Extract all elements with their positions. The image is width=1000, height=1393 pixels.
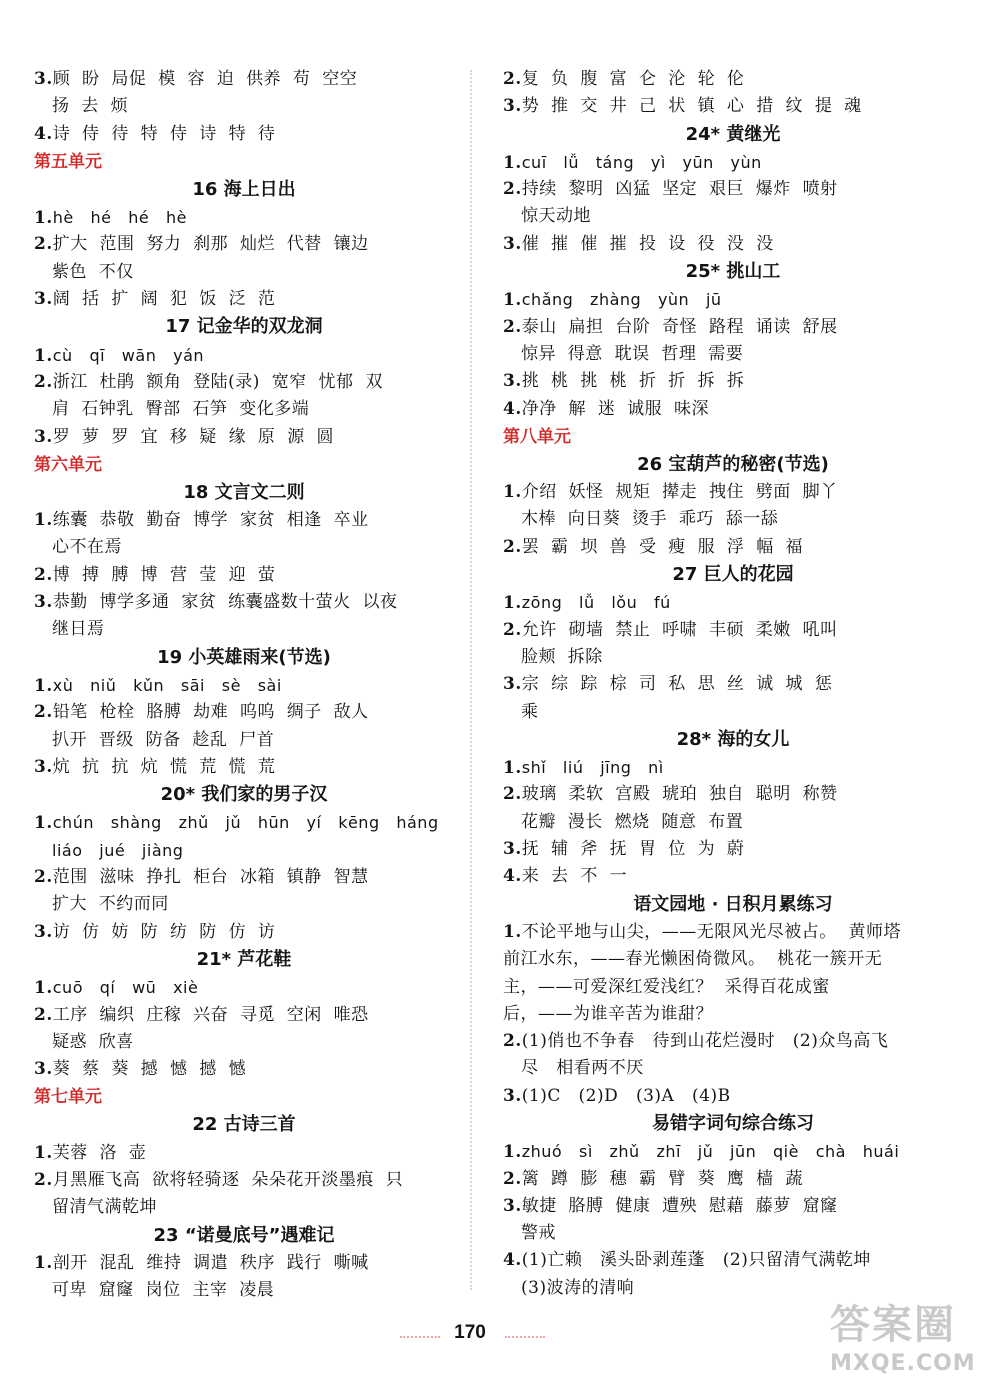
answer-line [34, 121, 454, 148]
answer-line [503, 286, 963, 313]
question-number: 3. [34, 756, 53, 777]
question-number: 2. [503, 536, 522, 557]
question-number: 3. [503, 839, 522, 860]
answer-continuation: 继日焉 [52, 619, 105, 640]
question-number: 3. [34, 289, 53, 310]
answer-line [503, 534, 963, 561]
question-number: 1. [503, 290, 522, 311]
question-number: 3. [34, 1059, 53, 1080]
question-number: 3. [34, 69, 53, 89]
answer-text: 罢 霸 坝 兽 受 瘦 服 浮 幅 福 [521, 536, 804, 557]
answer-continuation: 花瓣 漫长 燃烧 随意 布置 [521, 811, 744, 832]
question-number: 4. [34, 123, 53, 144]
page-number-decoration-right [505, 1336, 545, 1338]
question-number: 2. [503, 69, 522, 89]
lesson-title: 18 文言文二则 [183, 481, 305, 503]
answer-text: zhuó sì zhǔ zhī jǔ jūn qiè chà huái [521, 1142, 900, 1162]
unit-heading: 第五单元 [34, 151, 102, 172]
answer-line [34, 66, 454, 93]
answer-line [34, 507, 454, 534]
question-number: 4. [503, 398, 522, 419]
question-number: 4. [503, 1250, 522, 1271]
answer-continuation: 可卑 窟窿 岗位 主宰 凌晨 [52, 1280, 275, 1301]
answer-continuation: 肩 石钟乳 臀部 石笋 变化多端 [52, 399, 310, 420]
answer-text: zōng lǚ lǒu fú [521, 593, 671, 613]
answer-continuation: liáo jué jiàng [52, 840, 184, 860]
answer-text: 不论平地与山尖，——无限风光尽被占。 黄师塔 [521, 921, 902, 942]
answer-line [34, 589, 454, 616]
answer-text: 阔 括 扩 阔 犯 饭 泛 范 [52, 289, 276, 310]
answer-text: 芙蓉 洛 壶 [52, 1142, 147, 1163]
answer-text: 剖开 混乱 维持 调遣 秩序 践行 嘶喊 [52, 1252, 369, 1273]
question-number: 2. [34, 564, 53, 585]
answer-continuation: 乘 [521, 701, 539, 722]
lesson-title: 23 “诺曼底号”遇难记 [153, 1224, 335, 1246]
question-number: 3. [503, 1085, 522, 1106]
question-number: 2. [34, 234, 53, 255]
answer-line [34, 1140, 454, 1167]
answer-text: 泰山 扁担 台阶 奇怪 路程 诵读 舒展 [521, 316, 838, 337]
answer-line [503, 1193, 963, 1220]
watermark-url: MXQE.COM [830, 1351, 976, 1376]
answer-continuation: 尽 相看两不厌 [521, 1058, 644, 1079]
answer-line [34, 919, 454, 946]
watermark-text: 答案圈 [830, 1302, 956, 1348]
answer-continuation: 扬 去 烦 [52, 96, 129, 117]
lesson-title: 19 小英雄雨来(节选) [157, 646, 331, 668]
question-number: 3. [503, 96, 522, 117]
answer-text: 敏捷 胳膊 健康 遭殃 慰藉 藤萝 窟窿 [521, 1195, 838, 1216]
answer-line [503, 781, 963, 808]
answer-text: (1)C (2)D (3)A (4)B [521, 1085, 731, 1106]
answer-text: 罗 萝 罗 宜 移 疑 缘 原 源 圆 [52, 426, 335, 447]
unit-heading: 第六单元 [34, 454, 102, 475]
lesson-title: 20* 我们家的男子汉 [160, 784, 328, 806]
question-number: 2. [503, 179, 522, 200]
lesson-title: 28* 海的女儿 [676, 728, 790, 750]
answer-text: 介绍 妖怪 规矩 撵走 拽住 劈面 脚丫 [521, 482, 838, 503]
answer-line [34, 754, 454, 781]
question-number: 1. [34, 1252, 53, 1273]
answer-continuation: 惊天动地 [521, 206, 591, 227]
question-number: 2. [503, 784, 522, 805]
question-number: 4. [503, 866, 522, 887]
page-number: 170 [454, 1322, 486, 1343]
answer-text: 练囊 恭敬 勤奋 博学 家贫 相逢 卒业 [52, 510, 369, 531]
answer-continuation: 后，——为谁辛苦为谁甜？ [503, 1003, 713, 1024]
answer-continuation: 主，——可爱深红爱浅红？ 采得百花成蜜 [503, 976, 830, 997]
answer-line [503, 617, 963, 644]
answer-text: 炕 抗 抗 炕 慌 荒 慌 荒 [52, 756, 276, 777]
question-number: 2. [34, 1004, 53, 1025]
answer-text: 玻璃 柔软 宫殿 琥珀 独自 聪明 称赞 [521, 784, 838, 805]
question-number: 1. [34, 510, 53, 531]
answer-text: chǎng zhàng yùn jū [521, 290, 722, 310]
question-number: 3. [503, 233, 522, 254]
answer-text: cù qī wān yán [52, 345, 205, 365]
answer-text: 宗 综 踪 棕 司 私 思 丝 诚 城 惩 [521, 674, 833, 695]
question-number: 2. [34, 371, 53, 392]
question-number: 3. [34, 592, 53, 613]
lesson-title: 24* 黄继光 [685, 123, 781, 145]
answer-line [503, 66, 963, 93]
answer-line [503, 671, 963, 698]
answer-text: (1)亡赖 溪头卧剥莲蓬 (2)只留清气满乾坤 [521, 1250, 871, 1271]
answer-line [503, 754, 963, 781]
question-number: 1. [503, 152, 522, 173]
question-number: 2. [34, 1169, 53, 1190]
answer-line [503, 1247, 963, 1274]
answer-text: cuō qí wū xiè [52, 978, 199, 998]
question-number: 2. [34, 702, 53, 723]
lesson-title: 语文园地 · 日积月累练习 [633, 893, 833, 915]
answer-text: 博 搏 膊 博 营 莹 迎 萤 [52, 564, 276, 585]
left-answer-column [34, 66, 454, 1304]
answer-line [34, 562, 454, 589]
answer-line [34, 699, 454, 726]
answer-line [503, 1083, 963, 1110]
answer-text: 访 仿 妨 防 纺 防 仿 访 [52, 921, 276, 942]
answer-continuation: 木棒 向日葵 烫手 乖巧 舔一舔 [521, 509, 779, 530]
question-number: 1. [503, 921, 522, 942]
lesson-title: 17 记金华的双龙洞 [165, 316, 323, 338]
answer-line [503, 149, 963, 176]
answer-line [34, 1056, 454, 1083]
answer-line [34, 1167, 454, 1194]
answer-line [34, 672, 454, 699]
answer-text: 抚 辅 斧 抚 胃 位 为 蔚 [521, 839, 745, 860]
answer-text: 篱 蹲 膨 穗 霸 臂 葵 鹰 樯 蔬 [521, 1168, 804, 1189]
question-number: 2. [503, 619, 522, 640]
question-number: 3. [503, 674, 522, 695]
answer-text: 催 摧 催 摧 投 设 役 没 没 [521, 233, 774, 254]
lesson-title: 22 古诗三首 [192, 1114, 296, 1136]
question-number: 3. [503, 371, 522, 392]
answer-line [34, 424, 454, 451]
answer-text: 复 负 腹 富 仑 沦 轮 伦 [521, 69, 745, 89]
answer-line [503, 176, 963, 203]
answer-line [503, 1166, 963, 1193]
watermark-logo [830, 1300, 990, 1390]
lesson-title: 26 宝葫芦的秘密(节选) [637, 453, 829, 475]
answer-text: 势 推 交 井 己 状 镇 心 措 纹 提 魂 [521, 96, 862, 117]
answer-text: 诗 侍 待 特 侍 诗 特 待 [52, 123, 276, 144]
answer-line [503, 368, 963, 395]
question-number: 1. [503, 1142, 522, 1163]
answer-line [503, 479, 963, 506]
answer-continuation: 心不在焉 [52, 537, 122, 558]
answer-text: 恭勤 博学多通 家贫 练囊盛数十萤火 以夜 [52, 592, 398, 613]
answer-line [503, 863, 963, 890]
answer-text: 工序 编织 庄稼 兴奋 寻觅 空闲 唯恐 [52, 1004, 369, 1025]
answer-text: 来 去 不 一 [521, 866, 628, 887]
question-number: 1. [34, 1142, 53, 1163]
answer-text: 浙江 杜鹃 额角 登陆(录) 宽窄 忧郁 双 [52, 371, 383, 392]
answer-line [503, 836, 963, 863]
page-number-decoration-left [400, 1336, 440, 1338]
question-number: 1. [34, 675, 53, 696]
answer-continuation: 前江水东，——春光懒困倚微风。 桃花一簇开无 [503, 949, 883, 970]
lesson-title: 21* 芦花鞋 [196, 948, 292, 970]
answer-text: chún shàng zhǔ jǔ hūn yí kēng háng [52, 813, 439, 833]
answer-line [503, 1028, 963, 1055]
answer-line [34, 369, 454, 396]
answer-text: 允许 砌墙 禁止 呼啸 丰硕 柔嫩 吼叫 [521, 619, 838, 640]
answer-line [34, 1250, 454, 1277]
lesson-title: 易错字词句综合练习 [652, 1112, 814, 1134]
answer-text: 顾 盼 局促 模 容 迫 供养 苟 空空 [52, 69, 358, 89]
answer-line [503, 314, 963, 341]
answer-continuation: 留清气满乾坤 [52, 1197, 157, 1218]
lesson-title: 27 巨人的花园 [672, 564, 794, 586]
question-number: 2. [503, 1031, 522, 1052]
answer-continuation: 紫色 不仅 [52, 261, 134, 282]
answer-line [503, 396, 963, 423]
answer-text: xù niǔ kǔn sāi sè sài [52, 675, 282, 695]
question-number: 1. [503, 758, 522, 779]
question-number: 2. [503, 316, 522, 337]
lesson-title: 25* 挑山工 [685, 261, 781, 283]
answer-text: 扩大 范围 努力 刹那 灿烂 代替 镶边 [52, 234, 369, 255]
unit-heading: 第八单元 [503, 426, 571, 447]
answer-line [34, 1002, 454, 1029]
answer-line [34, 231, 454, 258]
question-number: 2. [503, 1168, 522, 1189]
question-number: 1. [503, 593, 522, 614]
question-number: 1. [34, 978, 53, 999]
answer-line [34, 974, 454, 1001]
answer-text: 净净 解 迷 诚服 味深 [521, 398, 709, 419]
unit-heading: 第七单元 [34, 1087, 102, 1108]
answer-text: 月黑雁飞高 欲将轻骑逐 朵朵花开淡墨痕 只 [52, 1169, 404, 1190]
answer-text: (1)俏也不争春 待到山花烂漫时 (2)众鸟高飞 [521, 1031, 889, 1052]
answer-line [34, 809, 454, 836]
question-number: 3. [34, 921, 53, 942]
answer-text: 持续 黎明 凶猛 坚定 艰巨 爆炸 喷射 [521, 179, 838, 200]
answer-text: shǐ liú jīng nì [521, 758, 664, 778]
answer-continuation: 疑惑 欣喜 [52, 1031, 134, 1052]
answer-continuation: 扒开 晋级 防备 趁乱 尸首 [52, 729, 275, 750]
answer-line [34, 342, 454, 369]
lesson-title: 16 海上日出 [192, 178, 296, 200]
right-answer-column [503, 66, 963, 1302]
answer-line [503, 231, 963, 258]
question-number: 1. [34, 345, 53, 366]
answer-continuation: 惊异 得意 耽误 哲理 需要 [521, 343, 744, 364]
question-number: 3. [503, 1195, 522, 1216]
answer-text: 挑 桃 挑 桃 折 折 拆 拆 [521, 371, 745, 392]
answer-text: cuī lǚ táng yì yūn yùn [521, 152, 762, 172]
answer-line [34, 864, 454, 891]
answer-text: 葵 蔡 葵 撼 憾 撼 憾 [52, 1059, 247, 1080]
answer-text: hè hé hé hè [52, 208, 187, 228]
answer-continuation: (3)波涛的清响 [521, 1277, 635, 1298]
answer-line [34, 204, 454, 231]
question-number: 1. [503, 482, 522, 503]
answer-line [503, 589, 963, 616]
question-number: 1. [34, 208, 53, 229]
answer-text: 铅笔 枪栓 胳膊 劫难 呜呜 绸子 敌人 [52, 702, 369, 723]
question-number: 3. [34, 426, 53, 447]
answer-line [503, 919, 963, 946]
answer-line [503, 93, 963, 120]
answer-line [34, 286, 454, 313]
question-number: 1. [34, 813, 53, 834]
answer-continuation: 警戒 [521, 1223, 556, 1244]
answer-line [503, 1138, 963, 1165]
column-divider [470, 70, 472, 1290]
answer-continuation: 脸颊 拆除 [521, 646, 603, 667]
answer-continuation: 扩大 不约而同 [52, 894, 169, 915]
answer-text: 范围 滋味 挣扎 柜台 冰箱 镇静 智慧 [52, 867, 369, 888]
question-number: 2. [34, 867, 53, 888]
